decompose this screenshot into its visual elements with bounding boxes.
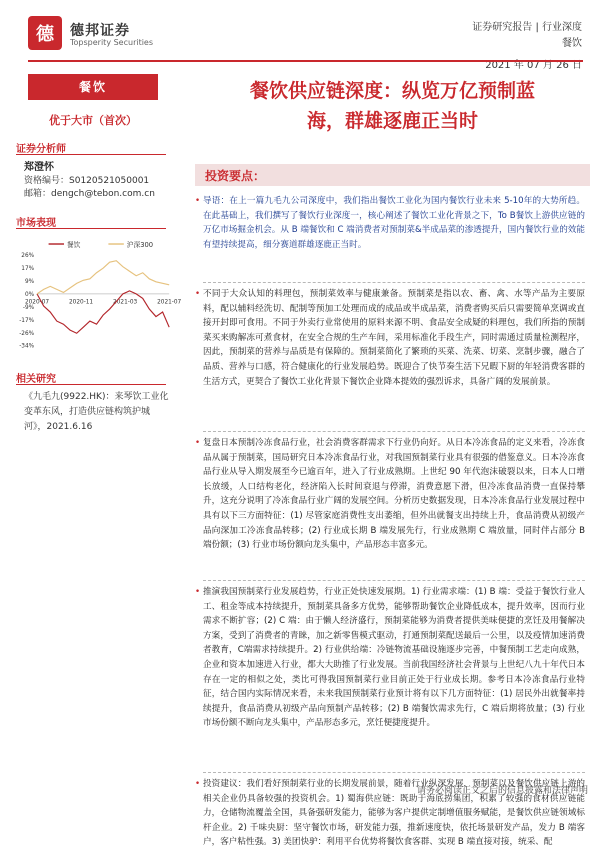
related-research-link[interactable]: 《九毛九(9922.HK)：来琴饮工业化变革东风，打造供应链构筑护城河》，2021.6.16 <box>24 392 169 432</box>
sector-tag: 餐饮 <box>28 74 158 100</box>
section-divider <box>16 228 166 229</box>
bullet-icon: • <box>195 196 201 206</box>
y-tick-label: 0% <box>24 291 35 298</box>
rating: 优于大市（首次） <box>49 114 137 127</box>
y-tick-label: -9% <box>22 304 35 311</box>
key-points-bar <box>195 164 590 186</box>
report-type: 证券研究报告 | 行业深度 <box>472 22 582 33</box>
x-tick-label: 2020-07 <box>24 299 50 306</box>
paragraph-prepared-food <box>195 287 585 389</box>
header-divider <box>28 60 583 62</box>
y-tick-label: -17% <box>19 317 35 324</box>
y-tick-label: 26% <box>21 253 35 260</box>
market-chart <box>10 234 182 364</box>
report-title-line1: 餐饮供应链深度：纵览万亿预制蓝 <box>249 80 535 102</box>
bullet-icon: • <box>195 438 201 448</box>
report-sector: 餐饮 <box>562 38 582 49</box>
paragraph-japan-review <box>195 436 585 553</box>
sidebar <box>0 66 180 800</box>
report-date: 2021 年 07 月 26 日 <box>485 60 582 71</box>
paragraph-text: 推演我国预制菜行业发展趋势，行业正处快速发展期。1) 行业需求端：(1) B 端：受益于餐饮行业人工、租金等成本持续提升，预制菜具备多方优势，能够帮助餐饮企业降低成本，提升效率，因而行业需求不断扩容；(2) C 端：由于懒人经济盛行，预制菜能够为消费者提供美味便捷的烹饪及用餐解决方案，受到了消费者的青睐，加之新零售模式驱动，打通预制菜配送最后一公里，以及疫情加速消费者教育，C端需求持续提升。2) 行业供给端：冷链物流基础设施逐步完善，中餐预制工艺走向成熟，企业和资本加速进入行业，都大大助推了行业发展。当前我国经济社会背景与上世纪八九十年代日本存在一定的相似之处，类比可得我国预制菜行业目前正处于行业成长期。参考日本冷冻食品行业特征，结合国内实际情况来看，未来我国预制菜行业预计将有以下几方面特征：(1) 居民外出就餐率持续提升，食品消费从初级产品向预制产品转移；(2) B 端餐饮需求先行，C 端后期将放量；(3) 行业市场份额不断向龙头集中，产品形态多元，烹饪便捷度提升。 <box>203 587 585 729</box>
paragraph-text: 投资建议：我们看好预制菜行业的长期发展前景，随着行业纵深发展，预制菜以及餐饮供应链上游的相关企业仍具备较强的投资机会。1) 蜀海供应链：既助于海底捞集团，积累了较强的食材供应链能力，仓储物流覆盖全国，具备强研发能力，能够为客户提供定制增值服务赋能，是餐饮供应链领域标杆企业。2) 千味央厨：坚守餐饮市场，研发能力强，推新速度快，依托场景研发产品，发力 B 端客户，客户粘性强。3) 美团快驴：利用平台优势将餐饮食客群、实现 B 端直接对接，统采、配 <box>203 779 585 848</box>
market-section-title: 市场表现 <box>16 218 56 229</box>
analyst-section-title: 证券分析师 <box>16 144 66 155</box>
report-header <box>0 0 600 71</box>
series-line-餐饮 <box>37 291 169 333</box>
legend-label: 餐饮 <box>66 240 81 249</box>
legend-label: 沪深300 <box>126 240 154 249</box>
paragraph-divider <box>203 431 585 432</box>
report-title-line2: 海，群雄逐鹿正当时 <box>306 110 478 132</box>
bullet-icon: • <box>195 587 201 597</box>
paragraph-divider <box>203 282 585 283</box>
x-tick-label: 2020-11 <box>69 299 94 306</box>
section-divider <box>16 154 166 155</box>
y-tick-label: -26% <box>19 330 35 337</box>
analyst-name: 郑澄怀 <box>24 162 54 173</box>
x-tick-label: 2021-03 <box>113 299 138 306</box>
paragraph-text: 不同于大众认知的料理包，预制菜效率与健康兼备。预制菜是指以农、畜、禽、水等产品为主要原料，配以辅料经洗切、配制等预加工处理而成的成品或半成品菜，消费者购买后只需要简单烹调或直接开封即可食用。不同于外卖行业常使用的原料来源不明、食品安全成疑的料理包，我们所指的预制菜买来购解冻可煮食材，在安全合规的生产车间，采用标准化手段生产，同时需通过质量检测程序，因此，预制菜的营养与品质是有保障的。预制菜简化了繁琐的买菜、洗菜、切菜、烹制步骤，融合了品质、营养与口感，符合健康化的行业发展趋势。既迎合了快节奏生活下兄暇下厨的年轻消费客群的生活方式，更契合了餐饮工业化背景下餐饮企业降本提效的强烈诉求，具备广阔的发展前景。 <box>203 289 585 387</box>
series-line-沪深300 <box>37 261 169 294</box>
bullet-icon: • <box>195 289 201 299</box>
y-tick-label: 17% <box>21 265 35 272</box>
y-tick-label: -34% <box>19 343 35 350</box>
report-title <box>195 76 590 136</box>
analyst-email[interactable]: 邮箱：dengch@tebon.com.cn <box>24 189 155 199</box>
paragraph-divider <box>203 772 585 773</box>
paragraph-intro <box>195 194 585 252</box>
related-section-title: 相关研究 <box>16 374 56 385</box>
paragraph-divider <box>203 580 585 581</box>
bullet-icon: • <box>195 779 201 789</box>
cert-number: 资格编号：S0120521050001 <box>24 176 150 186</box>
paragraph-text: 复盘日本预制冷冻食品行业，社会消费客群需求下行业仍向好。从日本冷冻食品的定义来看，冷冻食品从属于预制菜，国局研究日本冷冻食品行业，对我国预制菜行业具有很强的借鉴意义。日本冷冻食品行业从导入期发展至今已逾百年，进入了行业成熟期。上世纪 90 年代泡沫破裂以来，日本人口增长放缓，人口结构老化，经济陷入长时间衰退与停滞，消费意愿下滑，但冷冻食品消费一直保持攀升，这充分说明了冷冻食品行业广阔的发展空间。分析历史数据发现，日本冷冻食品行业发展过程中具有以下三方面特征：(1) 尽管家庭消费性支出萎缩，但外出就餐支出持续上升，食品消费从初级产品向深加工冷冻食品转移；(2) 行业成长期 B 端发展先行，行业成熟期 C 端放量，同时伴占部分 B 端份额；(3) 行业市场份额向龙头集中，产品形态丰富多元。 <box>203 438 585 551</box>
y-tick-label: 9% <box>24 278 35 285</box>
footer-disclaimer: 请务必阅读正文之后的信息披露和法律声明 <box>416 786 588 796</box>
paragraph-china-trend <box>195 585 585 731</box>
key-points-title: 投资要点： <box>205 169 266 183</box>
brand-logo-icon: 德 <box>28 16 62 50</box>
paragraph-text: 导语：在上一篇九毛九公司深度中，我们指出餐饮工业化为国内餐饮行业未来 5-10年的大势所趋。在此基础上，我们撰写了餐饮行业深度一，核心阐述了餐饮工业化背景之下，To B餐饮上游供应链的万亿市场掘金机会。从 B 端餐饮和 C 端消费者对预制菜&半成品菜的渗透提升，国内餐饮行业的效能有望持续提高，细分赛道群雄逐鹿正当时。 <box>203 196 585 250</box>
brand-name-en: Topsperity Securities <box>70 38 154 47</box>
main-content <box>195 66 590 848</box>
x-tick-label: 2021-07 <box>157 299 182 306</box>
section-divider <box>16 384 166 385</box>
brand-name: 德邦证券 <box>70 23 130 39</box>
